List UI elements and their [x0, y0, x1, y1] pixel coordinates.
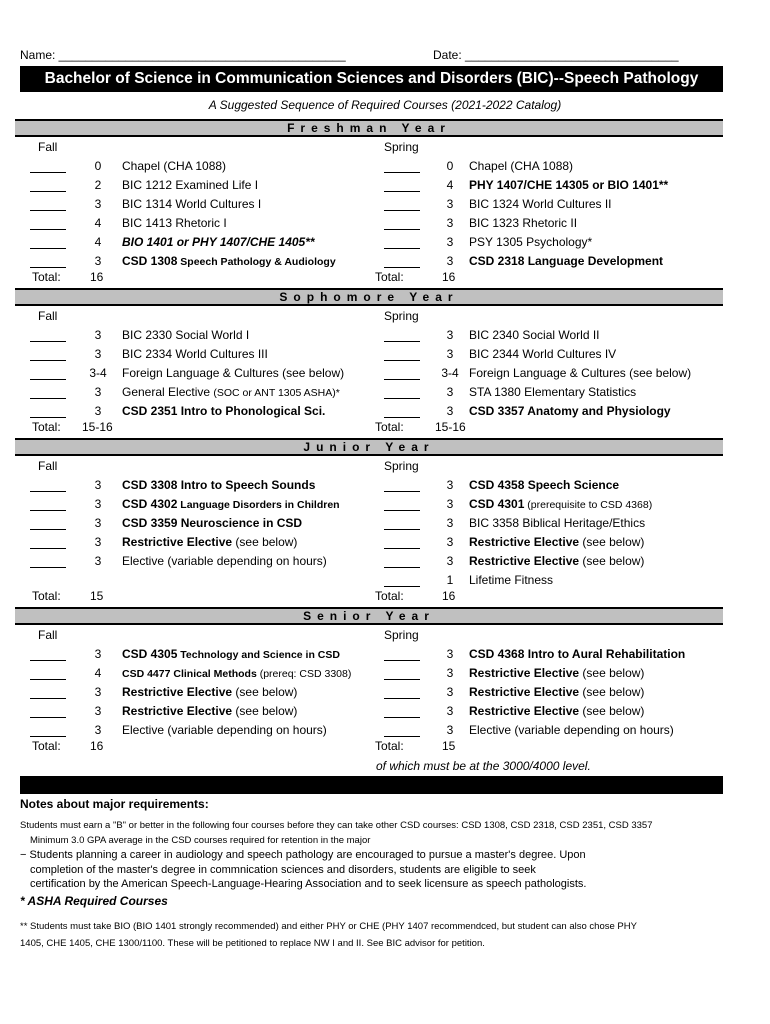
course-name: CSD 3359 Neuroscience in CSD [122, 516, 303, 530]
credit-hours: 3 [446, 254, 454, 268]
spring-course-row [0, 345, 760, 363]
date-field[interactable]: Date: ________________________________ [433, 48, 679, 62]
course-name: CSD 3308 Intro to Speech Sounds [122, 478, 316, 492]
course-code: CSD 4477 Clinical Methods [122, 668, 257, 680]
course-name [469, 683, 644, 701]
course-detail: (prerequisite to CSD 4368) [524, 499, 653, 511]
credit-hours: 3 [94, 647, 102, 661]
course-code: Restrictive Elective [469, 554, 580, 568]
course-detail: Speech Pathology & Audiology [177, 256, 336, 268]
fall-total-label: Total: [32, 739, 61, 753]
divider-bar [20, 776, 723, 794]
course-name: Elective (variable depending on hours) [122, 554, 327, 568]
course-detail: (see below) [579, 666, 645, 680]
level-note: of which must be at the 3000/4000 level. [376, 759, 591, 773]
checkoff-blank[interactable] [384, 478, 420, 492]
fall-total-label: Total: [32, 270, 61, 284]
credit-hours: 3 [94, 385, 102, 399]
spring-label: Spring [384, 140, 419, 154]
credit-hours: 3-4 [89, 366, 107, 380]
course-detail: (see below) [579, 535, 645, 549]
spring-course-row [0, 476, 760, 494]
credit-hours: 3 [446, 516, 454, 530]
course-code: CSD 4302 [122, 497, 178, 511]
course-name: CSD 3357 Anatomy and Physiology [469, 404, 671, 418]
course-name: CSD 4358 Speech Science [469, 478, 620, 492]
spring-course-row [0, 233, 760, 251]
fall-label: Fall [38, 309, 58, 323]
checkoff-blank[interactable] [384, 385, 420, 399]
credit-hours: 3 [94, 685, 102, 699]
checkoff-blank[interactable] [384, 197, 420, 211]
course-name [469, 495, 652, 514]
course-code: Restrictive Elective [469, 666, 580, 680]
course-name: CSD 2351 Intro to Phonological Sci. [122, 404, 326, 418]
name-field[interactable]: Name: ___________________________________________ [20, 48, 346, 62]
credit-hours: 3 [446, 723, 454, 737]
spring-course-row [0, 214, 760, 232]
asha-note: * ASHA Required Courses [20, 894, 168, 908]
checkoff-blank[interactable] [384, 516, 420, 530]
credit-hours: 3 [94, 347, 102, 361]
course-detail: (see below) [232, 685, 298, 699]
course-detail: (SOC or ANT 1305 ASHA)* [213, 387, 340, 399]
checkoff-blank[interactable] [384, 535, 420, 549]
spring-course-row [0, 195, 760, 213]
course-name: STA 1380 Elementary Statistics [469, 385, 637, 399]
checkoff-blank[interactable] [384, 497, 420, 511]
credit-hours: 3 [446, 385, 454, 399]
credit-hours: 3 [446, 497, 454, 511]
course-name: BIC 2340 Social World II [469, 328, 600, 342]
spring-course-row [0, 252, 760, 270]
course-name: Chapel (CHA 1088) [122, 159, 227, 173]
notes-title: Notes about major requirements: [20, 797, 209, 811]
course-detail: (see below) [232, 704, 298, 718]
course-code: Restrictive Elective [469, 535, 580, 549]
fall-total-hours: 15-16 [82, 420, 113, 434]
checkoff-blank[interactable] [384, 723, 420, 737]
credit-hours: 2 [94, 178, 102, 192]
course-detail: (see below) [579, 685, 645, 699]
course-name: Foreign Language & Cultures (see below) [469, 366, 692, 380]
science-requirement-note: ** Students must take BIO (BIO 1401 strongly recommended) and either PHY or CHE (PHY 1407 recommendced, but student can also chose PHY 1405, CHE 1405, CHE 1300/1100. These will be petitioned to replace NW I and II. See BIC advisor for petition. [20, 921, 637, 949]
page-title: Bachelor of Science in Communication Sciences and Disorders (BIC)--Speech Pathology [20, 66, 723, 92]
course-name: BIC 2330 Social World I [122, 328, 250, 342]
checkoff-blank[interactable] [384, 328, 420, 342]
checkoff-blank[interactable] [384, 159, 420, 173]
fall-label: Fall [38, 140, 58, 154]
credit-hours: 3 [446, 704, 454, 718]
spring-total-hours: 15-16 [435, 420, 466, 434]
spring-course-row [0, 533, 760, 551]
spring-course-row [0, 383, 760, 401]
credit-hours: 3 [446, 216, 454, 230]
course-name: Elective (variable depending on hours) [122, 723, 327, 737]
credit-hours: 4 [446, 178, 454, 192]
checkoff-blank[interactable] [384, 685, 420, 699]
credit-hours: 3 [446, 478, 454, 492]
credit-hours: 3 [94, 497, 102, 511]
spring-course-row [0, 176, 760, 194]
credit-hours: 3 [94, 554, 102, 568]
checkoff-blank[interactable] [384, 216, 420, 230]
fall-total-label: Total: [32, 589, 61, 603]
spring-label: Spring [384, 309, 419, 323]
fall-label: Fall [38, 628, 58, 642]
spring-course-row [0, 683, 760, 701]
checkoff-blank[interactable] [384, 573, 420, 587]
credit-hours: 3 [446, 554, 454, 568]
year-header: Sophomore Year [15, 288, 723, 306]
year-header: Freshman Year [15, 119, 723, 137]
course-name: BIC 1323 Rhetoric II [469, 216, 578, 230]
credit-hours: 3 [94, 516, 102, 530]
course-name [469, 533, 644, 551]
spring-total-hours: 16 [442, 270, 456, 284]
credit-hours: 3 [446, 647, 454, 661]
spring-course-row [0, 495, 760, 513]
course-name [469, 702, 644, 720]
fall-total-label: Total: [32, 420, 61, 434]
course-name: BIC 1413 Rhetoric I [122, 216, 227, 230]
course-name: BIC 1212 Examined Life I [122, 178, 259, 192]
spring-course-row [0, 664, 760, 682]
spring-total-hours: 16 [442, 589, 456, 603]
course-name: BIC 1324 World Cultures II [469, 197, 612, 211]
course-code: Restrictive Elective [469, 685, 580, 699]
course-detail: (see below) [232, 535, 298, 549]
fall-total-hours: 15 [90, 589, 104, 603]
course-detail: Technology and Science in CSD [177, 649, 340, 661]
credit-hours: 3 [94, 197, 102, 211]
course-name: CSD 2318 Language Development [469, 254, 664, 268]
credit-hours: 4 [94, 216, 102, 230]
spring-course-row [0, 326, 760, 344]
course-detail: Language Disorders in Children [177, 499, 340, 511]
course-code: Restrictive Elective [469, 704, 580, 718]
course-code: CSD 4305 [122, 647, 178, 661]
course-code: Restrictive Elective [122, 535, 233, 549]
graduate-study-note: − Students planning a career in audiology and speech pathology are encouraged to pursue a master's degree. Upon completion of the master's degree in commnication sciences and disorders, students are eligible to seek certification by the American Speech-Language-Hearing Association and to seek licensure as speech pathologists. [20, 849, 587, 890]
credit-hours: 0 [446, 159, 454, 173]
credit-hours: 3 [94, 704, 102, 718]
course-name: CSD 4368 Intro to Aural Rehabilitation [469, 647, 686, 661]
year-header: Junior Year [15, 438, 723, 456]
checkoff-blank[interactable] [384, 235, 420, 249]
course-title: General Elective [122, 385, 214, 399]
spring-course-row [0, 721, 760, 739]
spring-course-row [0, 402, 760, 420]
credit-hours: 3 [446, 666, 454, 680]
course-name: Foreign Language & Cultures (see below) [122, 366, 345, 380]
credit-hours: 3 [446, 197, 454, 211]
course-name [469, 552, 644, 570]
course-name: Chapel (CHA 1088) [469, 159, 574, 173]
course-code: Restrictive Elective [122, 685, 233, 699]
checkoff-blank[interactable] [384, 666, 420, 680]
grade-requirement-note: Students must earn a "B" or better in the following four courses before they can take other CSD courses: CSD 1308, CSD 2318, CSD 2351, CSD 3357 Minimum 3.0 GPA average in the CSD courses required for retention in the major [20, 820, 653, 846]
course-code: CSD 1308 [122, 254, 178, 268]
credit-hours: 0 [94, 159, 102, 173]
checkoff-blank[interactable] [384, 254, 420, 268]
credit-hours: 3 [94, 254, 102, 268]
course-code: Restrictive Elective [122, 704, 233, 718]
credit-hours: 3 [446, 328, 454, 342]
spring-label: Spring [384, 628, 419, 642]
spring-course-row [0, 514, 760, 532]
course-detail: (see below) [579, 704, 645, 718]
course-name: BIC 2344 World Cultures IV [469, 347, 617, 361]
course-name: PSY 1305 Psychology* [469, 235, 593, 249]
credit-hours: 1 [446, 573, 454, 587]
checkoff-blank[interactable] [384, 554, 420, 568]
spring-course-row [0, 645, 760, 663]
checkoff-blank[interactable] [384, 647, 420, 661]
credit-hours: 3 [94, 404, 102, 418]
spring-course-row [0, 364, 760, 382]
course-detail: (see below) [579, 554, 645, 568]
credit-hours: 3 [94, 478, 102, 492]
course-name: BIC 1314 World Cultures I [122, 197, 262, 211]
spring-course-row [0, 552, 760, 570]
course-name [469, 664, 644, 682]
course-name: BIO 1401 or PHY 1407/CHE 1405** [122, 235, 315, 249]
page-subtitle: A Suggested Sequence of Required Courses (2021-2022 Catalog) [208, 98, 562, 112]
spring-total-hours: 15 [442, 739, 456, 753]
spring-total-label: Total: [375, 420, 404, 434]
checkoff-blank[interactable] [384, 347, 420, 361]
credit-hours: 3 [94, 328, 102, 342]
spring-label: Spring [384, 459, 419, 473]
credit-hours: 3-4 [441, 366, 459, 380]
credit-hours: 4 [94, 666, 102, 680]
checkoff-blank[interactable] [384, 366, 420, 380]
spring-course-row [0, 702, 760, 720]
credit-hours: 4 [94, 235, 102, 249]
course-code: CSD 4301 [469, 497, 525, 511]
spring-total-label: Total: [375, 270, 404, 284]
course-name: BIC 3358 Biblical Heritage/Ethics [469, 516, 646, 530]
course-name: Elective (variable depending on hours) [469, 723, 674, 737]
credit-hours: 3 [446, 535, 454, 549]
credit-hours: 3 [446, 404, 454, 418]
spring-total-label: Total: [375, 589, 404, 603]
fall-total-hours: 16 [90, 739, 104, 753]
year-header: Senior Year [15, 607, 723, 625]
fall-label: Fall [38, 459, 58, 473]
spring-course-row [0, 157, 760, 175]
checkoff-blank[interactable] [384, 178, 420, 192]
spring-total-label: Total: [375, 739, 404, 753]
credit-hours: 3 [446, 347, 454, 361]
course-name: BIC 2334 World Cultures III [122, 347, 268, 361]
checkoff-blank[interactable] [384, 704, 420, 718]
course-detail: (prereq: CSD 3308) [256, 668, 352, 680]
course-name: PHY 1407/CHE 14305 or BIO 1401** [469, 178, 669, 192]
credit-hours: 3 [446, 235, 454, 249]
course-name: Lifetime Fitness [469, 573, 554, 587]
credit-hours: 3 [94, 535, 102, 549]
fall-total-hours: 16 [90, 270, 104, 284]
credit-hours: 3 [446, 685, 454, 699]
checkoff-blank[interactable] [384, 404, 420, 418]
spring-course-row [0, 571, 760, 589]
credit-hours: 3 [94, 723, 102, 737]
